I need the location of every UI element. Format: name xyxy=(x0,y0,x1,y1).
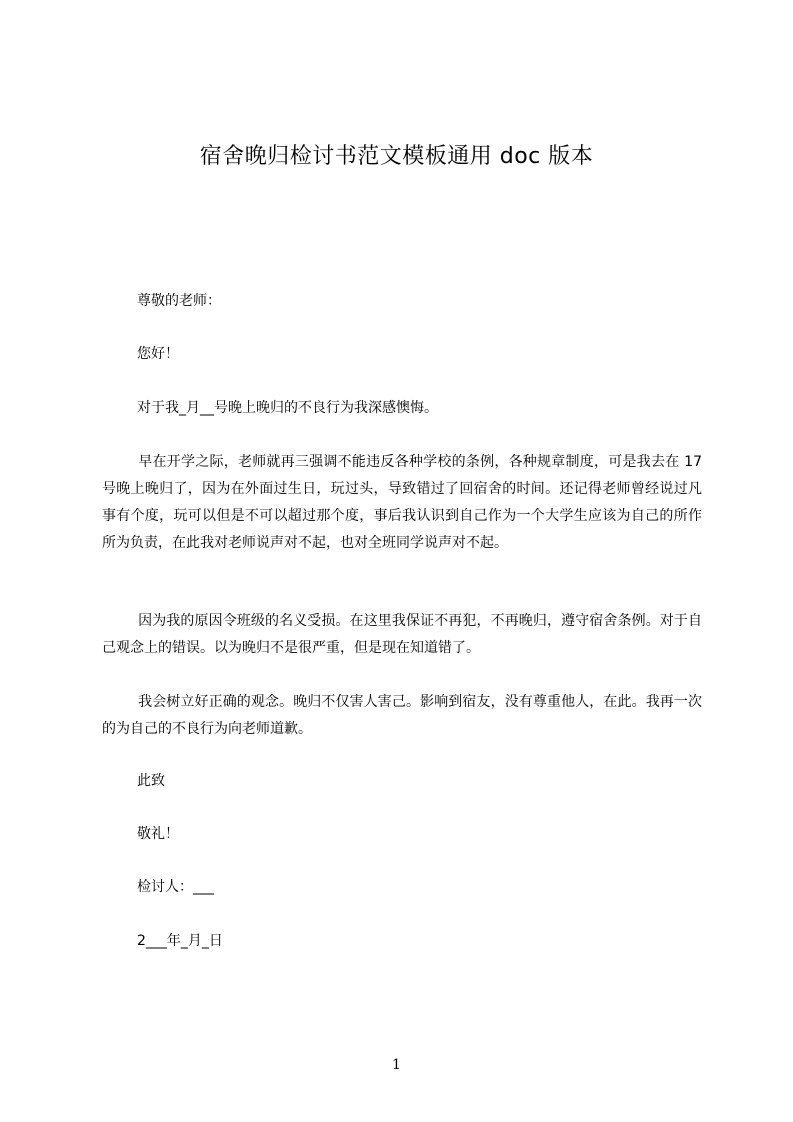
paragraph-4-text: 我会树立好正确的观念。晚归不仅害人害己。影响到宿友，没有尊重他人，在此。我再一次的为自己的不良行为向老师道歉。 xyxy=(102,694,702,737)
date-line: 2___年_月_日 xyxy=(137,933,223,949)
signer-line: 检讨人：___ xyxy=(137,879,214,895)
paragraph-2-text: 早在开学之际，老师就再三强调不能违反各种学校的条例，各种规章制度，可是我去在 17 号晚上晚归了，因为在外面过生日，玩过头，导致错过了回宿舍的时间。还记得老师曾经说过凡事有个度，玩可以但是不可以超过那个度，事后我认识到自己作为一个大学生应该为自己的所作所为负责，在此我对老师说声对不起，也对全班同学说声对不起。 xyxy=(102,454,702,551)
paragraph-1: 对于我_月__号晚上晚归的不良行为我深感懊悔。 xyxy=(137,400,438,416)
closing-line-1: 此致 xyxy=(137,773,165,789)
paragraph-3 xyxy=(102,608,702,662)
salutation: 尊敬的老师： xyxy=(137,293,221,309)
closing-line-2: 敬礼！ xyxy=(137,826,179,842)
page-number: 1 xyxy=(392,1057,401,1073)
document-title: 宿舍晚归检讨书范文模板通用 doc 版本 xyxy=(199,144,594,169)
paragraph-2 xyxy=(102,449,702,557)
paragraph-4 xyxy=(102,689,702,743)
greeting: 您好！ xyxy=(137,346,179,362)
paragraph-3-text: 因为我的原因令班级的名义受损。在这里我保证不再犯，不再晚归，遵守宿舍条例。对于自己观念上的错误。以为晚归不是很严重，但是现在知道错了。 xyxy=(102,613,702,656)
